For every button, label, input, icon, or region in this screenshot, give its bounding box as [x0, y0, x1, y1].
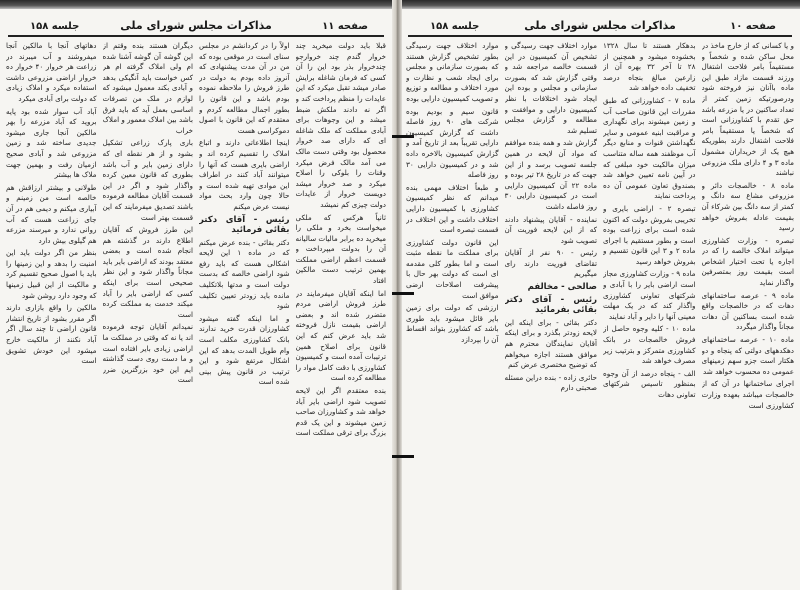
paragraph: نمیدانم آقایان توجه فرموده اند یا نه که وقتی در مملکت ما اراضی زیادی بایر افتاده است و ما دست روی دست گذاشته ایم این خود بزرگترین ضرر است	[102, 322, 193, 385]
speaker-line: رئیس - آقای دکتر بقائی فرمائید	[199, 214, 290, 236]
left-running-title: مذاکرات مجلس شورای ملی	[120, 19, 272, 32]
paragraph: بدهکار هستند تا سال ۱۳۲۸ بخشوده میشود و همچنین از ۲۸ تا آخر ۳۲ بهره آن از زارعین مبالغ بنجاه درصد تخفیف داده خواهد شد	[603, 41, 696, 93]
paragraph: ماده ۷ - کشاورزانی که طبق مقررات این قانون صاحب آب و زمین میشوند برای نگهداری و مراقبت ابنیه عمومی و سایر نگهداشتن قنوات و منابع دیگر آب موظفند همه ساله متناسب میزان مالکیت خود مبلغی که در آیین نامه تعیین خواهد شد بصندوق تعاون عمومی آن ده پرداخت نمایند	[603, 95, 696, 201]
paragraph: ماده ۹ - عرصه ساختمانهای دهات که در خالصجات واقع شده است بساکنین آن دهات مجاناً واگذار میگردد	[701, 290, 794, 332]
paragraph: دهاتهای آنجا با مالکین آنجا میفروشند و آب میبرند در زراعت هر خروار ۴۰ خروار ده خروار اراضی مزروعی داشت استفاده میکرد و املاک زیادی که دولت برای آبادی میکرد	[6, 41, 97, 103]
paragraph: دکتر بقائی - بنده عرض میکنم که در ماده ۱ این لایحه اشکالی هست که باید رفع شود اراضی خالصه که بدست دولت است و مدتها بلاتکلیف مانده باید زودتر تعیین تکلیف شود	[199, 237, 290, 311]
paragraph: قانون سیم و بودیم بوده شرکت های ۹۰ روز فاصله داشت که گزارش کمیسیون دارایی تقریباً بعد از تاریخ آمد و گزارش کمیسیون بالاخره داده شد و در کمیسیون دارایی ۳۰ روز فاصله	[406, 106, 499, 180]
paragraph: باری پارک زراعی تشکیل بشود و از هر نقطه ای که دارای زمین بایر و آب باشد بطوری که قانون معین کرده واگذار شود و اگر در این قسمت آقایان مطالعه فرموده باشند تصدیق میفرمایند که این قسمت بهتر است	[102, 138, 193, 222]
right-page-number: صفحه ۱۰	[730, 21, 776, 32]
right-session-label: جلسه ۱۵۸	[430, 21, 480, 32]
right-page-header	[400, 9, 800, 39]
paragraph: تبصره - وزارت کشاورزی میتواند املاک خالصه را که در اجاره یا تحت اختیار اشخاص است بقیمت روز بمتصرفین واگذار نماید	[701, 235, 794, 288]
paragraph: اولاً را در کردانشم در مجلس سنای است در موقعی بوده که من در آن مدت پیشنهادی که آنروز داده بودم به دولت در طرز فروش را ملاحظه نموده بودم باشد و این قانون را بطور اجمال مطالعه کردم و معتقدم که این قانون با اصول دموکراسی هست	[199, 41, 290, 135]
right-column-3	[505, 41, 598, 590]
paragraph: رئیس - ۹۰ نفر از آقایان تقاضای فوریت دارند رای میگیریم	[504, 248, 597, 279]
left-column-2	[199, 41, 290, 590]
left-session-label: جلسه ۱۵۸	[30, 21, 80, 32]
paragraph: موارد اختلاف جهت رسیدگی بطور تشخیص گزارش هستند که بصورت سازمانی و مجلس برای ایجاد شعب و نظارت و مورد اختلاف و مطالعه و توزیع و تصویب کمیسیون دارایی بوده	[406, 41, 499, 103]
paragraph: گزارش شد و همه بنده موافقم که مواد آن لایحه در همین جلسه تصویب برسد و از این جهت که در تاریخ ۲۸ تیر بوده و ماده ۲۲ آن کمیسیون دارایی است در کمیسیون دارایی ۳۰ روز فاصله داشت	[504, 138, 597, 211]
paragraph: بنظر من اگر دولت باید این امنیت را بدهد و این زمینها را باید با اصول صحیح تقسیم کرد و مالکیت از این قبیل زمینها که وجود دارد روشن شود	[6, 248, 97, 300]
speaker-line: رئیس - آقای دکتر بقائی بفرمائید	[504, 294, 597, 316]
paragraph: ثانیاً هرکس که ملکی میخواست بخرد و ملکی را میخرید ده برابر مالیات سالیانه آن را بدولت میپرداخت و قسمت اعظم اراضی مملکت بهمین ترتیب دست مالکین افتاد	[295, 212, 386, 286]
paragraph: موارد اختلاف جهت رسیدگی و تشخیص آن کمیسیون در این قسمت خالصه مراجعه شد و وقتی گزارش شد که بصورت سازمانی و مجلس و بوده این ایجاد شود اختلافات با نظر کمیسیون دارایی و موافقت و مطالعه و گزارش مجلس تسلیم شد	[504, 41, 597, 135]
paragraph: و طبعاً اختلاف مهمی بنده میدانم که نظر کمیسیون کشاورزی با کمیسیون دارایی اختلاف داشت و این اختلاف در قسمت تبصره است	[406, 182, 499, 235]
right-column-1	[702, 41, 795, 590]
paragraph: دکتر بقائی - برای اینکه این لایحه زودتر بگذرد و برای اینکه آقایان نمایندگان محترم هم موافق هستند اجازه میخواهم که توضیح مختصری عرض کنم	[504, 317, 597, 370]
paragraph: قبلا باید دولت میخرید چند خروار گندم چند خروارجو چندخروار بذر بود این را آن کسی که فرمان شاغله برایش صادر میشد تقبل میکرد که این عایدات را منظم پرداخت کند و اگر نه دادند ملکش ضبط میشد و این وجوهات برای آبادی مملکت که ملک شاغله ای که دارای صد خروار محصول بود وقتی دست مالک می آمد مالک فرض میکرد وقنات را بلوکی را اصلاح میکرد و صد خروار میشد دویست خروار از عایدات دولت چیزی کم نمیشد	[295, 41, 386, 209]
paragraph: این قانون دولت کشاورزی برای مملکت ما نقطه مثبت است و اما بطور کلی مقدمه ای است که دولت بهر حال با پیشرفت اصلاحات ارضی موافق است	[406, 237, 499, 300]
paragraph: نماینده - آقایان پیشنهاد دادند که از این لایحه فوریت آن تصویب شود	[504, 214, 597, 245]
paragraph: بنده معتقدم اگر این لایحه تصویب شود اراضی بایر آباد خواهد شد و کشاورزان صاحب زمین میشوند و این یک قدم بزرگ برای ترقی مملکت است	[295, 386, 386, 438]
paragraph: الف - پنجاه درصد از آن وجوه بمنظور تاسیس شرکتهای تعاونی دهات	[603, 368, 696, 399]
left-page-number: صفحه ۱۱	[322, 21, 368, 32]
paragraph: حائری زاده - بنده دراین مسئله صحبتی دارم	[504, 372, 597, 393]
speaker-line: صالحی - مخالفم	[527, 282, 597, 293]
paragraph: مالکین را واقع بازاری دارند اگر مقرر بشود از تاریخ انتشار قانون اراضی تا چند سال اگر آباد نکنند از مالکیت خارج میشود این خودش تشویق است	[6, 303, 97, 366]
paragraph: و یا کسانی که از خارج ماخذ در محل ساکن شده و شخصاً و مستقیماً بامر فلاحت اشتغال ورزند قسمت مازاد طبق این ماده باآنان نیز فروخته شود ودرصورتیکه زمین کمتر از تعداد ساکنین در یا مزرعه باشد حق تقدم با کشاورزانی است که شخصاً یا مستقیماً بامر فلاحت اشتغال دارند بطوریکه هیچ یک از خریداران مشمول ماده ۳ و ۴ دارای ملک مزروعی نباشند	[701, 41, 794, 178]
header-rule	[408, 35, 792, 37]
left-column-4	[6, 41, 97, 590]
paragraph: آباد آب سوار شده بود پایه بروید که آباد مزرعه را بهر مالکین آنجا جاری میشود جدیدی ساخته شد و زمین مزروعی شد و آبادی صحیح ازمیان رفت و بهمین جهت ملاک ها بیشتر	[6, 106, 97, 180]
paragraph: ماده ۱۰ - عرصه ساختمانهای دهکدههای دولتی که پنجاه و دو هکتار است جزو سهم زمینهای عمومی ده محسوب خواهد شد	[701, 335, 794, 376]
right-page	[400, 9, 800, 590]
header-rule	[8, 35, 384, 37]
left-columns	[6, 41, 386, 590]
left-page-header	[0, 9, 392, 39]
paragraph: دیگران هستند بنده وقتم از این گوشه آن گوشه آشنا شده ام ولی املاک گرفته ام هر کس خواست باید آنگیکی بدهد و آبادی بکند معمول میشود که لوازم در ملک من تصرفات اساسی بعمل آید که باید فرق باشد بین املاک معمور و املاک خراب	[102, 41, 193, 135]
paragraph: اجرای ساختمانها در آن که از خالصجات میباشد بعهده وزارت کشاورزی است	[701, 379, 794, 410]
paragraph: اما اینکه آقایان میفرمایند در طرز فروش اراضی مردم متضرر شده اند و بعضی اراضی بقیمت نازل فروخته شد باید عرض کنم که این قانون برای اصلاح همین ترتیبات آمده است و کمیسیون کشاورزی با دقت کامل مواد را مطالعه کرده است	[295, 288, 386, 383]
right-running-title: مذاکرات مجلس شورای ملی	[524, 19, 676, 32]
right-column-2	[603, 41, 696, 590]
right-column-4	[406, 41, 499, 590]
paragraph: این طرز فروش که آقایان اطلاع دارند در گذشته هم انجام شده است و بعضی معتقد بودند که اراضی بایر باید مجاناً واگذار شود و این نظر صحیحی است برای اینکه کسی که اراضی بایر را آباد میکند خدمت به مملکت کرده است	[102, 225, 193, 319]
left-column-3	[103, 41, 194, 590]
left-column-1	[296, 41, 387, 590]
paragraph: ارزشی که دولت برای زمین بایر قائل میشود باید طوری باشد که کشاورز بتواند اقساط آن را بپردازد	[406, 303, 499, 345]
paragraph: طولانی و بیشتر ارزاقش هم خالصه است من زمینم و آبیاری میکنم و دیمی هم در آن جای زراعت هست که آب روانی ندارد و میرسند مزرعه هم گیلوی بیش دارد	[6, 182, 97, 245]
paragraph: ماده ۸ - خالصجات دائر و مزروعی مشاع سه دانگ و کمتر از سه دانگ بین شرکاء آن بقیمت عادله بفروش خواهد رسید	[701, 180, 794, 233]
right-columns	[406, 41, 794, 590]
paragraph: و اما اینکه گفته میشود کشاورزان قدرت خرید ندارند بانک کشاورزی مکلف است وام طویل المدت بدهد که این اشکال مرتفع شود و این ترتیب در قانون پیش بینی شده است	[199, 313, 290, 387]
left-page	[0, 9, 392, 590]
paragraph: ماده ۹ - وزارت کشاورزی مجاز است اراضی بایر را با آبادی و شرکتهای تعاونی کشاورزی واگذار کند که در یک مهلت معینی آنها را دایر و آباد نمایند	[603, 269, 696, 321]
paragraph: ماده ۱۰ - کلیه وجوه حاصل از فروش خالصجات در بانک کشاورزی متمرکز و بترتیب زیر مصرف خواهد شد	[603, 324, 696, 366]
paragraph: اینجا اطلاعاتی دارند و اتباع املاک را تقسیم کرده اند و اراضی بایری هست که آنها را میتوانند آباد کنند در اطراف این موادی تهیه شده است و حالا چون وارد بحث مواد نیست عرض میکنم	[199, 138, 290, 211]
paragraph: تبصره ۲ - اراضی بایری و تخریبی بفروش دولت که اکنون شده است برای زراعت بوده است و بطور مستقیم با اجرای ماده ۲ و ۳ این قانون تقسیم و بفروش خواهد رسید	[603, 203, 696, 266]
